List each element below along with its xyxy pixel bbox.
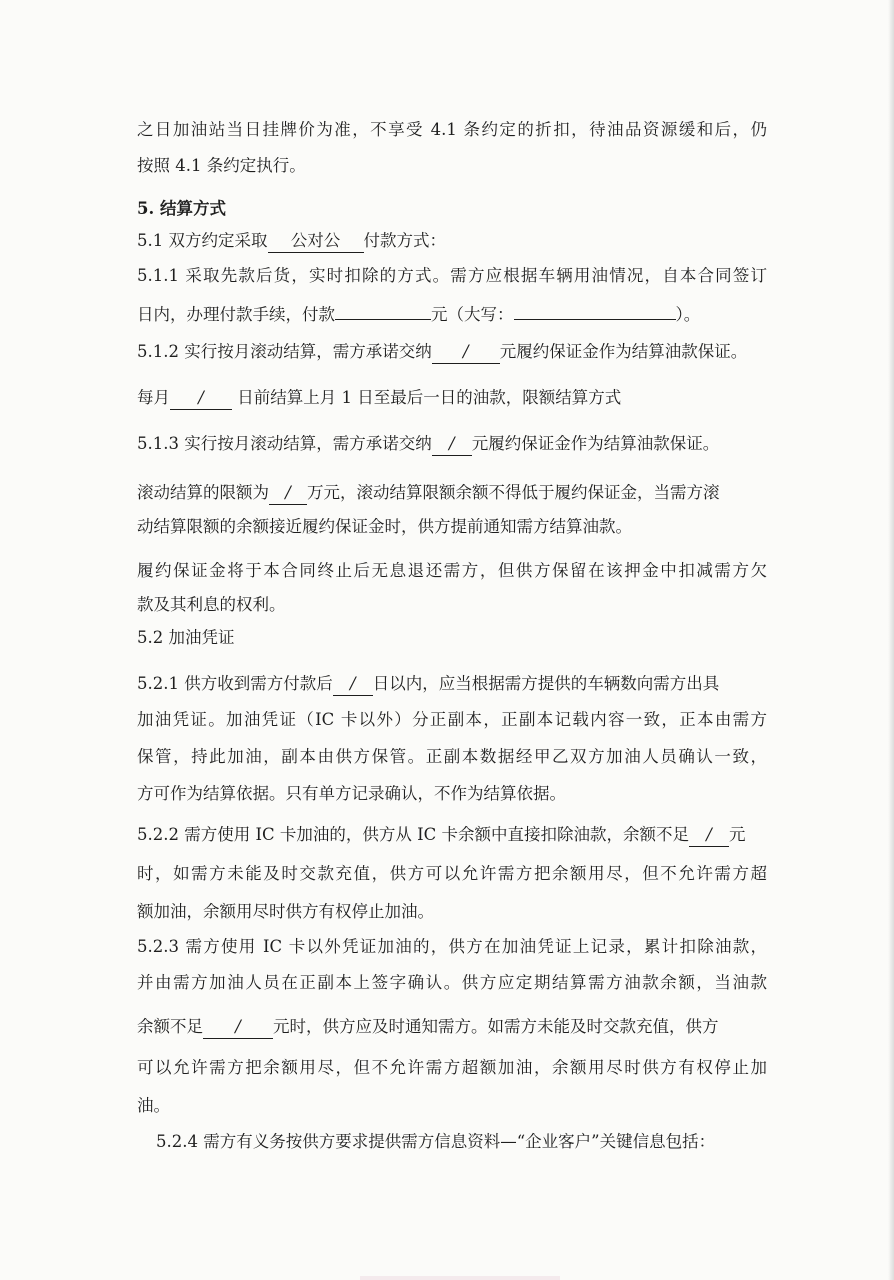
deposit-blank: /	[432, 343, 500, 364]
subsection-heading-vouchers: 5.2 加油凭证	[137, 628, 235, 647]
clause-text: 元（大写：	[431, 305, 514, 324]
monthly-date-blank: /	[170, 389, 232, 410]
clause-5-2-4: 5.2.4 需方有义务按供方要求提供需方信息资料—“企业客户”关键信息包括：	[156, 1132, 716, 1151]
days-blank: /	[333, 675, 373, 696]
clause-text: 元履约保证金作为结算油款保证。	[499, 342, 748, 361]
clause-text: 日前结算上月 1 日至最后一日的油款，限额结算方式	[237, 388, 622, 407]
paragraph-line: 之日加油站当日挂牌价为准，不享受 4.1 条约定的折扣，待油品资源缓和后，仍	[137, 120, 767, 139]
clause-5-1-1-amount	[137, 299, 700, 326]
clause-text: 5.1.2 实行按月滚动结算，需方承诺交纳	[137, 342, 432, 361]
clause-text: 滚动结算的限额为	[137, 483, 269, 502]
clause-text: 5.1.3 实行按月滚动结算，需方承诺交纳	[137, 434, 432, 453]
clause-5-1-3	[137, 433, 719, 456]
paragraph-line: 履约保证金将于本合同终止后无息退还需方，但供方保留在该押金中扣减需方欠	[137, 561, 767, 580]
clause-text: 元履约保证金作为结算油款保证。	[471, 434, 720, 453]
clause-5-1-2	[137, 341, 747, 364]
clause-text: 5.1 双方约定采取	[137, 231, 268, 250]
paragraph-line: 油。	[137, 1096, 170, 1115]
paragraph-line: 5.1.1 采取先款后货，实时扣除的方式。需方应根据车辆用油情况，自本合同签订	[137, 266, 767, 285]
balance-threshold-blank: /	[689, 826, 729, 847]
clause-text: 5.2.2 需方使用 IC 卡加油的，供方从 IC 卡余额中直接扣除油款，余额不足	[137, 825, 689, 844]
scan-bottom-mark	[360, 1276, 560, 1280]
clause-monthly-date	[137, 387, 621, 410]
balance-threshold-blank: /	[203, 1018, 273, 1039]
paragraph-line: 可以允许需方把余额用尽，但不允许需方超额加油，余额用尽时供方有权停止加	[137, 1058, 767, 1077]
paragraph-line: 加油凭证。加油凭证（IC 卡以外）分正副本，正副本记载内容一致，正本由需方	[137, 710, 767, 729]
clause-text: 万元，滚动结算限额余额不得低于履约保证金，当需方滚	[307, 483, 720, 502]
paragraph-line: 动结算限额的余额接近履约保证金时，供方提前通知需方结算油款。	[137, 517, 632, 536]
clause-5-2-2	[137, 824, 746, 847]
clause-text: 余额不足	[137, 1017, 203, 1036]
paragraph-line: 按照 4.1 条约定执行。	[137, 156, 306, 175]
clause-text: 5.2.1 供方收到需方付款后	[137, 674, 333, 693]
clause-5-1	[137, 230, 446, 253]
scan-edge-shadow	[888, 0, 894, 1280]
paragraph-line: 5.2.3 需方使用 IC 卡以外凭证加油的，供方在加油凭证上记录，累计扣除油款，	[137, 937, 767, 956]
paragraph-line: 款及其利息的权利。	[137, 595, 286, 614]
paragraph-line: 方可作为结算依据。只有单方记录确认，不作为结算依据。	[137, 784, 566, 803]
clause-text: 元	[729, 825, 746, 844]
clause-5-2-1	[137, 673, 719, 696]
clause-rolling-limit	[137, 482, 720, 505]
paragraph-line: 保管，持此加油，副本由供方保管。正副本数据经甲乙双方加油人员确认一致，	[137, 747, 767, 766]
payment-amount-blank	[335, 299, 431, 320]
amount-in-words-blank	[514, 299, 676, 320]
rolling-limit-blank: /	[269, 484, 307, 505]
clause-text: ）。	[675, 305, 701, 324]
clause-text: 日内，办理付款手续，付款	[137, 305, 335, 324]
clause-5-2-3-threshold	[137, 1016, 719, 1039]
clause-text: 元时，供方应及时通知需方。如需方未能及时交款充值，供方	[273, 1017, 719, 1036]
section-heading-settlement: 5. 结算方式	[137, 199, 226, 218]
deposit-blank: /	[432, 435, 472, 456]
clause-text: 付款方式：	[363, 231, 446, 250]
paragraph-line: 并由需方加油人员在正副本上签字确认。供方应定期结算需方油款余额，当油款	[137, 973, 767, 992]
clause-text: 每月	[137, 388, 170, 407]
payment-method-blank: 公对公	[268, 232, 364, 253]
clause-text: 日以内，应当根据需方提供的车辆数向需方出具	[372, 674, 720, 693]
paragraph-line: 时，如需方未能及时交款充值，供方可以允许需方把余额用尽，但不允许需方超	[137, 864, 767, 883]
paragraph-line: 额加油，余额用尽时供方有权停止加油。	[137, 902, 434, 921]
